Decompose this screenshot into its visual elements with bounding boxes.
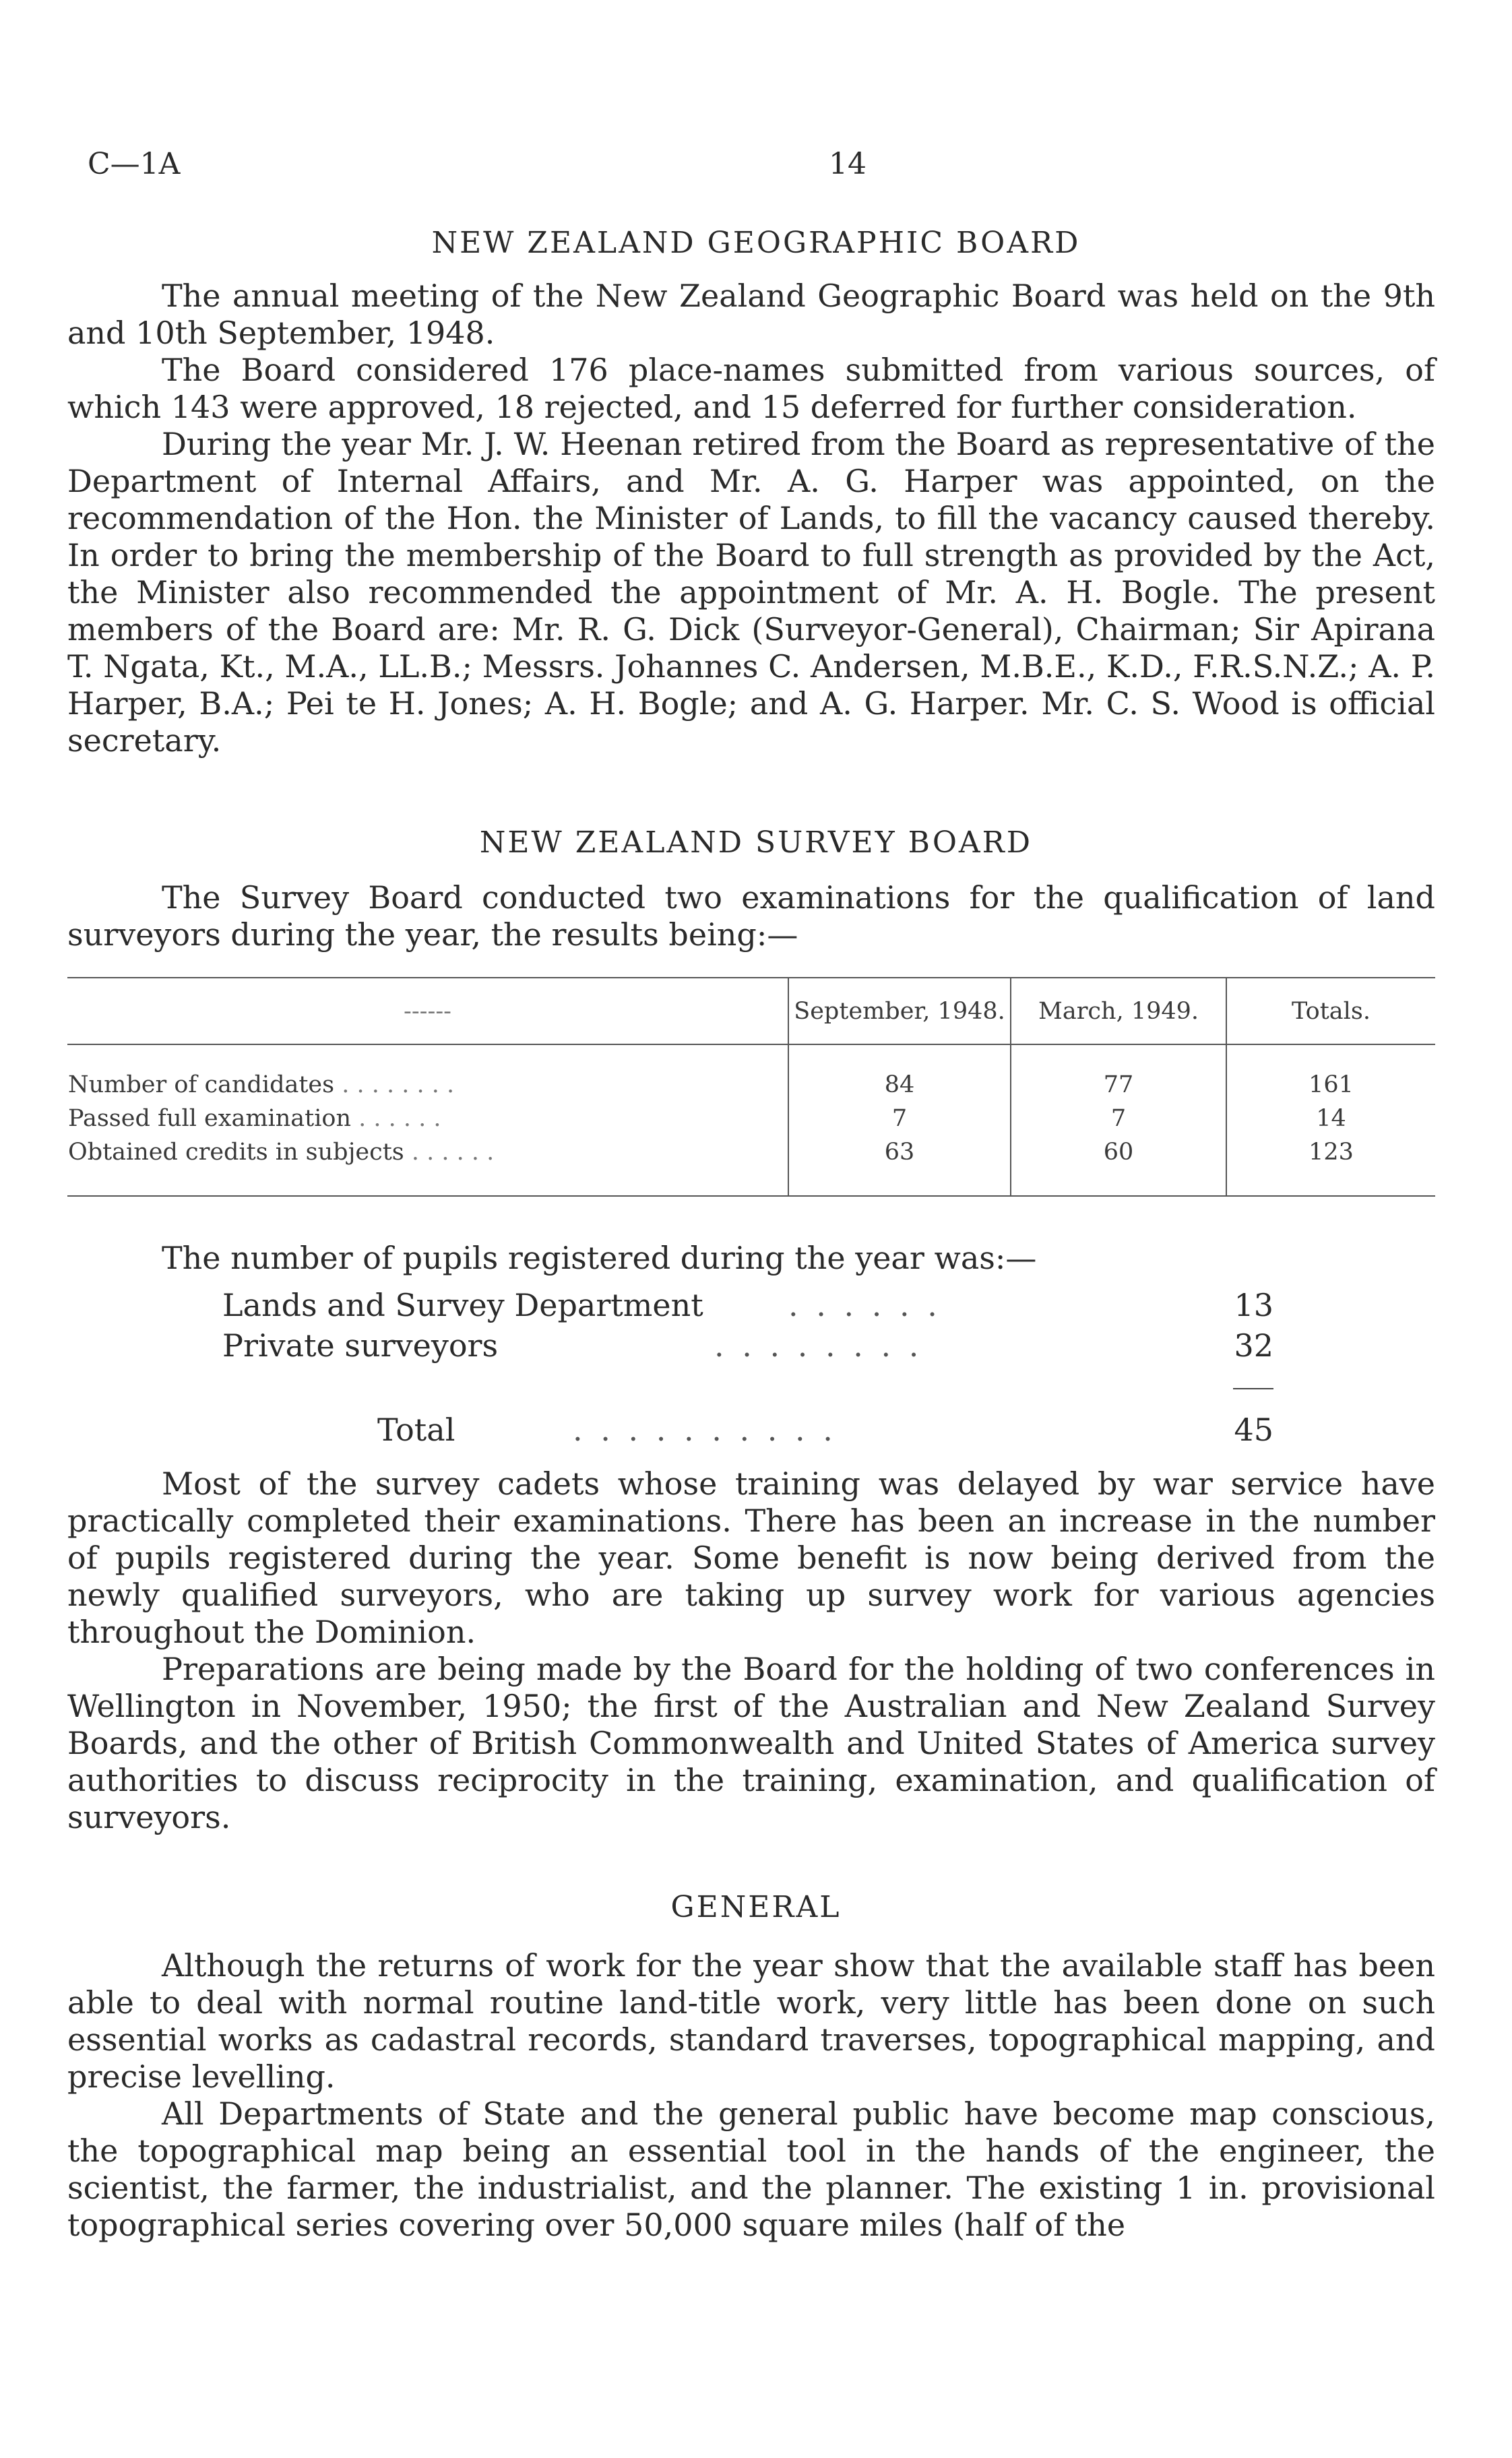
column-header-march: March, 1949. [1011, 978, 1226, 1044]
pupil-count: 13 [1234, 1287, 1273, 1323]
pupil-category-label: Lands and Survey Department [222, 1287, 703, 1323]
list-item [222, 1327, 1273, 1368]
geographic-paragraph-1: The annual meeting of the New Zealand Geographic Board was held on the 9th and 10th September, 1948. [67, 278, 1435, 351]
general-paragraph-2: All Departments of State and the general public have become map conscious, the topographical map being an essential tool in the hands of the engineer, the scientist, the farmer, the industrialist, and the planner. The existing 1 in. provisional topographical series covering over 50,000 square miles (half of the [67, 2095, 1435, 2243]
table-row [67, 1102, 1435, 1135]
table-header-lead: ------ [404, 997, 451, 1025]
pupil-category-label: Private surveyors [222, 1327, 499, 1364]
cell-value: 63 [788, 1135, 1011, 1196]
list-item [222, 1287, 1273, 1327]
pupil-count: 32 [1234, 1327, 1273, 1364]
survey-board-heading: NEW ZEALAND SURVEY BOARD [479, 825, 1033, 860]
total-rule [1233, 1388, 1273, 1389]
table-header-row [67, 978, 1435, 1044]
cell-value: 7 [788, 1102, 1011, 1135]
total-row [222, 1412, 1273, 1452]
pupils-intro: The number of pupils registered during the year was:— [162, 1240, 1037, 1276]
dot-leader: . . . . . . . . . . [573, 1412, 837, 1448]
page-number: 14 [829, 147, 867, 181]
general-paragraph-1: Although the returns of work for the year show that the available staff has been able to deal with normal routine land-title work, very little has been done on such essential works as cadastral records, standard traverses, topographical mapping, and precise levelling. [67, 1947, 1435, 2095]
cell-value: 123 [1226, 1135, 1435, 1196]
row-label: Passed full examination . . . . . . [68, 1105, 441, 1132]
pupils-list [222, 1287, 1273, 1448]
cell-value: 7 [1011, 1102, 1226, 1135]
document-reference: C—1A [88, 147, 181, 181]
cell-value: 77 [1011, 1044, 1226, 1102]
general-heading: GENERAL [670, 1890, 842, 1924]
cell-value: 161 [1226, 1044, 1435, 1102]
cell-value: 84 [788, 1044, 1011, 1102]
column-header-totals: Totals. [1226, 978, 1435, 1044]
geographic-board-heading: NEW ZEALAND GEOGRAPHIC BOARD [431, 226, 1081, 260]
cell-value: 60 [1011, 1135, 1226, 1196]
row-label: Obtained credits in subjects . . . . . . [67, 1135, 788, 1196]
survey-intro-paragraph: The Survey Board conducted two examinations for the qualification of land surveyors during the year, the results being:— [67, 879, 1435, 953]
survey-paragraph-1: Most of the survey cadets whose training was delayed by war service have practically completed their examinations. There has been an increase in the number of pupils registered during the year. Some benefit is now being derived from the newly qualified surveyors, who are taking up survey work for various agencies throughout the Dominion. [67, 1466, 1435, 1650]
total-label: Total [377, 1412, 455, 1448]
page-header [88, 147, 1428, 187]
examination-results-table [67, 977, 1435, 1197]
total-count: 45 [1234, 1412, 1273, 1448]
cell-value: 14 [1226, 1102, 1435, 1135]
survey-paragraph-2: Preparations are being made by the Board for the holding of two conferences in Wellington in November, 1950; the first of the Australian and New Zealand Survey Boards, and the other of British Commonwealth and United States of America survey authorities to discuss reciprocity in the training, examination, and qualification of surveyors. [67, 1651, 1435, 1835]
column-header-september: September, 1948. [788, 978, 1011, 1044]
row-label: Number of candidates . . . . . . . . [68, 1071, 455, 1098]
dot-leader: . . . . . . . . [714, 1327, 923, 1364]
table-row [67, 1135, 1435, 1196]
geographic-paragraph-2: The Board considered 176 place-names submitted from various sources, of which 143 were approved, 18 rejected, and 15 deferred for further consideration. [67, 352, 1435, 425]
geographic-paragraph-3: During the year Mr. J. W. Heenan retired from the Board as representative of the Department of Internal Affairs, and Mr. A. G. Harper was appointed, on the recommendation of the Hon. the Minister of Lands, to fill the vacancy caused thereby. In order to bring the membership of the Board to full strength as provided by the Act, the Minister also recommended the appointment of Mr. A. H. Bogle. The present members of the Board are: Mr. R. G. Dick (Surveyor-General), Chairman; Sir Apirana T. Ngata, Kt., M.A., LL.B.; Messrs. Johannes C. Andersen, M.B.E., K.D., F.R.S.N.Z.; A. P. Harper, B.A.; Pei te H. Jones; A. H. Bogle; and A. G. Harper. Mr. C. S. Wood is official secretary. [67, 426, 1435, 759]
dot-leader: . . . . . . [788, 1287, 941, 1323]
table-row [67, 1044, 1435, 1102]
